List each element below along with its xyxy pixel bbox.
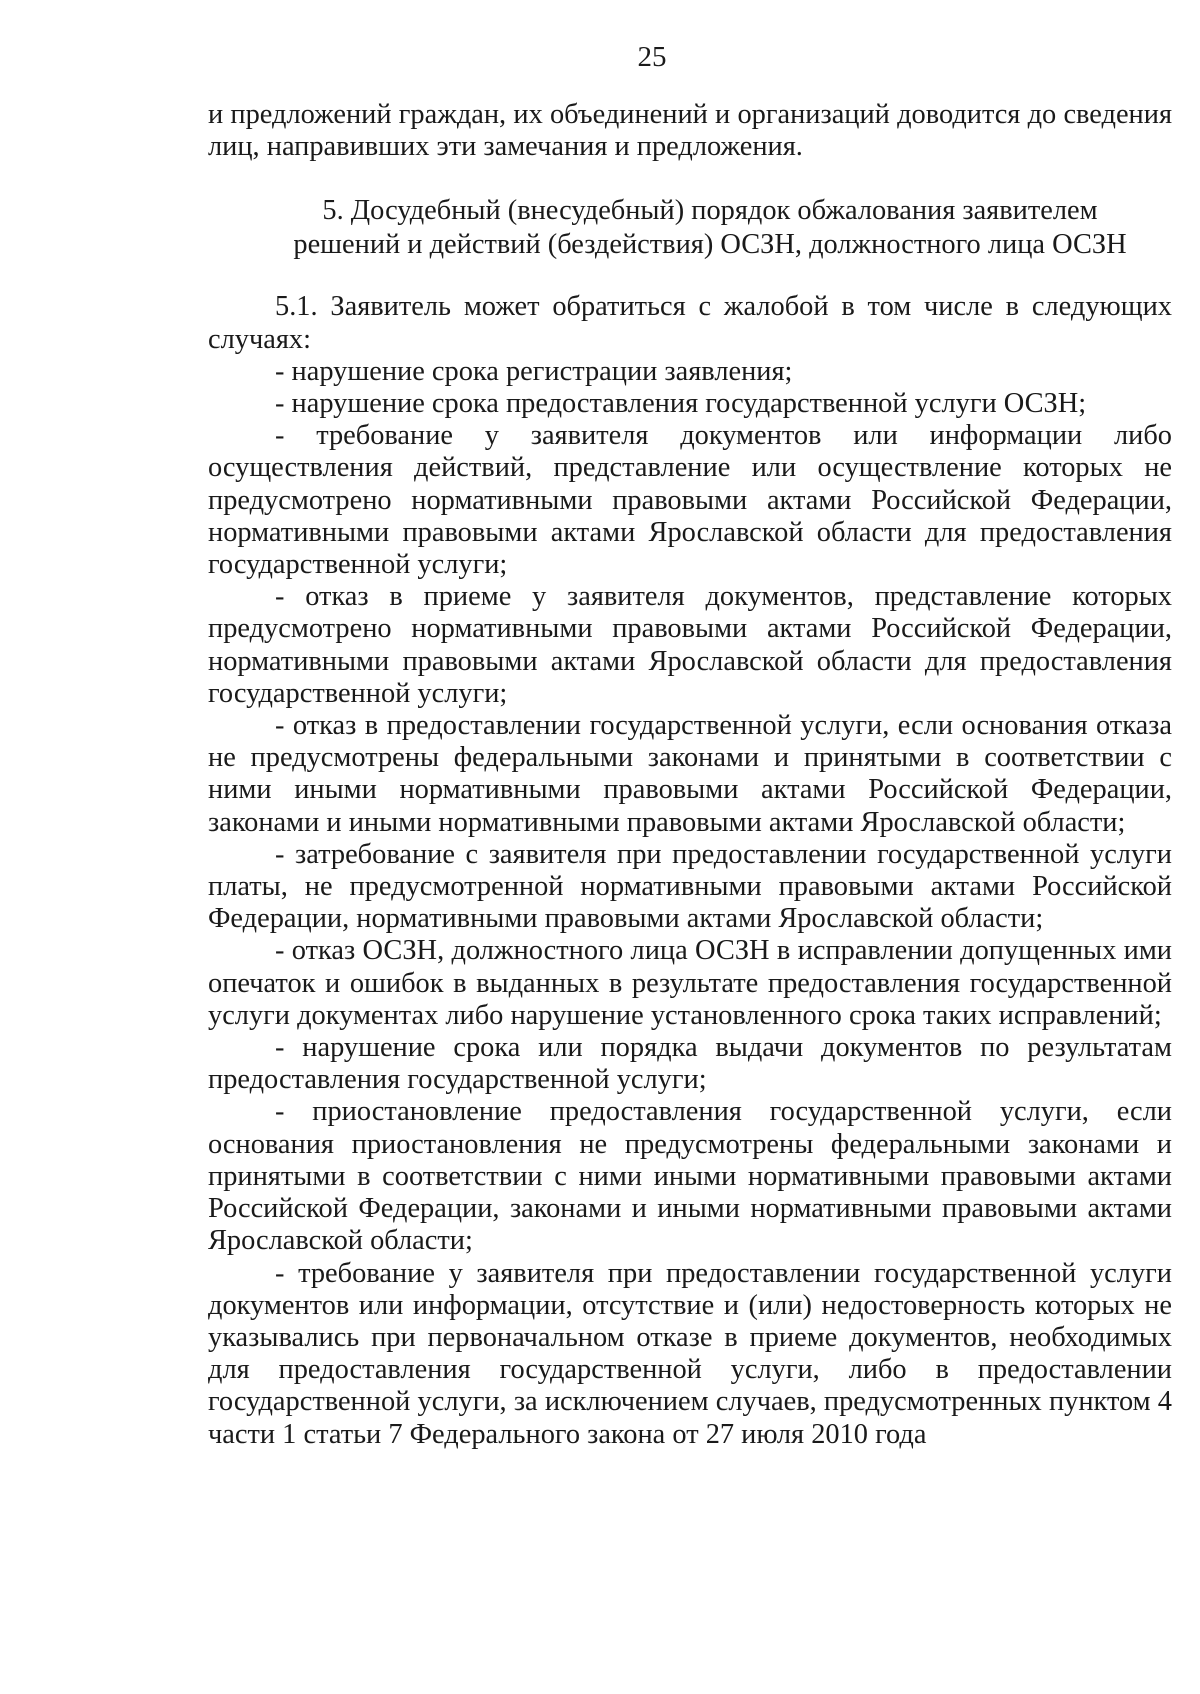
document-body <box>208 99 1172 1451</box>
list-item: - отказ в приеме у заявителя документов, представление которых предусмотрено нормативными правовыми актами Российской Федерации, нормативными правовыми актами Ярославской области для предоставления государственной услуги; <box>208 581 1172 709</box>
clause-5-1: 5.1. Заявитель может обратиться с жалобой в том числе в следующих случаях: <box>208 291 1172 355</box>
page-number: 25 <box>637 41 667 73</box>
list-item: - приостановление предоставления государственной услуги, если основания приостановления не предусмотрены федеральными законами и принятыми в соответствии с ними иными нормативными правовыми актами Российской Федерации, законами и иными нормативными правовыми актами Ярославской области; <box>208 1096 1172 1257</box>
list-item: - нарушение срока предоставления государственной услуги ОСЗН; <box>275 388 1087 420</box>
list-item: - нарушение срока регистрации заявления; <box>275 355 793 387</box>
section-heading-line-2: решений и действий (бездействия) ОСЗН, должностного лица ОСЗН <box>293 229 1127 261</box>
section-heading-line-1: 5. Досудебный (внесудебный) порядок обжалования заявителем <box>322 195 1098 227</box>
list-item: - затребование с заявителя при предоставлении государственной услуги платы, не предусмотренной нормативными правовыми актами Российской Федерации, нормативными правовыми актами Ярославской области; <box>208 838 1172 935</box>
list-item: - требование у заявителя документов или информации либо осуществления действий, представление или осуществление которых не предусмотрено нормативными правовыми актами Российской Федерации, нормативными правовыми актами Ярославской области для предоставления государственной услуги; <box>208 420 1172 581</box>
intro-paragraph: и предложений граждан, их объединений и организаций доводится до сведения лиц, направивших эти замечания и предложения. <box>208 99 1172 163</box>
list-item: - отказ в предоставлении государственной услуги, если основания отказа не предусмотрены федеральными законами и принятыми в соответствии с ними иными нормативными правовыми актами Российской Федерации, законами и иными нормативными правовыми актами Ярославской области; <box>208 710 1172 838</box>
section-heading <box>208 194 1172 262</box>
list-item: - нарушение срока или порядка выдачи документов по результатам предоставления государственной услуги; <box>208 1032 1172 1096</box>
list-item: - отказ ОСЗН, должностного лица ОСЗН в исправлении допущенных ими опечаток и ошибок в выданных в результате предоставления государственной услуги документах либо нарушение установленного срока таких исправлений; <box>208 935 1172 1031</box>
list-item: - требование у заявителя при предоставлении государственной услуги документов или информации, отсутствие и (или) недостоверность которых не указывались при первоначальном отказе в приеме документов, необходимых для предоставления государственной услуги, либо в предоставлении государственной услуги, за исключением случаев, предусмотренных пунктом 4 части 1 статьи 7 Федерального закона от 27 июля 2010 года <box>208 1257 1172 1450</box>
